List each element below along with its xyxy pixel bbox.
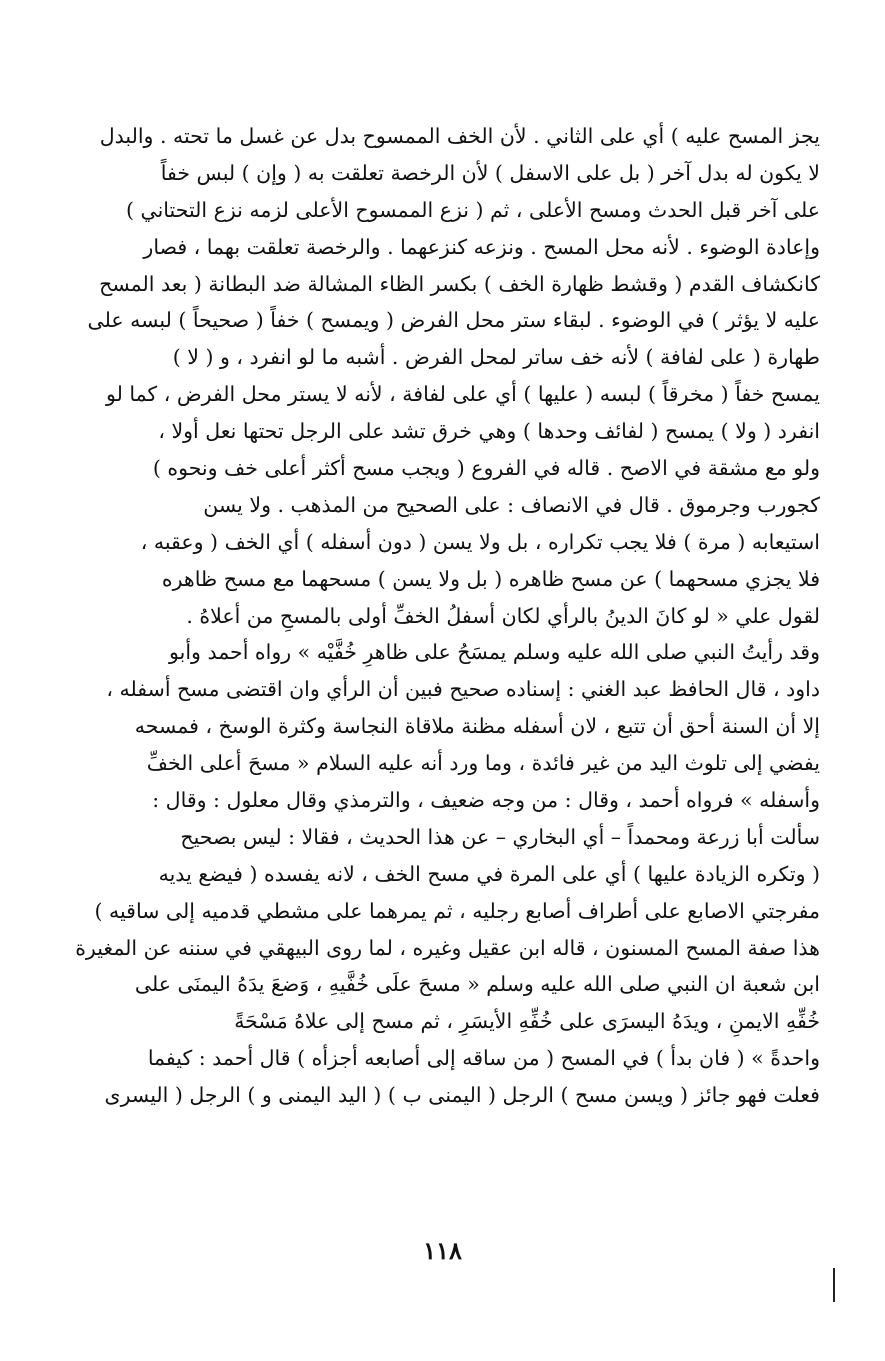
text-line: طهارة ( على لفافة ) لأنه خف ساتر لمحل الفرض . أشبه ما لو انفرد ، و ( لا ) [172,345,820,370]
text-line: ( وتكره الزيادة عليها ) أي على المرة في مسح الخف ، لانه يفسده ( فيضع يديه [158,861,820,886]
text-line: فعلت فهو جائز ( ويسن مسح ) الرجل ( اليمنى ب ) ( اليد اليمنى و ) الرجل ( اليسرى [104,1083,820,1108]
text-line: يجز المسح عليه ) أي على الثاني . لأن الخف الممسوح بدل عن غسل ما تحته . والبدل [99,124,820,148]
text-line: واحدةً » ( فان بدأ ) في المسح ( من ساقه إلى أصابعه أجزأه ) قال أحمد : كيفما [147,1046,820,1071]
body-text [62,118,820,1114]
text-line: هذا صفة المسح المسنون ، قاله ابن عقيل وغيره ، لما روى البيهقي في سننه عن المغيرة [75,935,820,960]
text-line: لقول علي « لو كانَ الدينُ بالرأي لكان أسفلُ الخفِّ أولى بالمسحِ من أعلاهُ . [186,603,820,628]
text-line: وأسفله » فرواه أحمد ، وقال : من وجه ضعيف ، والترمذي وقال معلول : وقال : [152,788,820,813]
text-line: عليه لا يؤثر ) في الوضوء . لبقاء ستر محل الفرض ( ويمسح ) خفاً ( صحيحاً ) لبسه على [87,308,820,333]
text-line: داود ، قال الحافظ عبد الغني : إسناده صحيح فبين أن الرأي وان اقتضى مسح أسفله ، [106,677,820,702]
text-line: إلا أن السنة أحق أن تتبع ، لان أسفله مظنة ملاقاة النجاسة وكثرة الوسخ ، فمسحه [134,714,820,739]
page-number: ١١٨ [423,1236,462,1265]
text-line: فلا يجزي مسحهما ) عن مسح ظاهره ( بل ولا يسن ) مسحهما مع مسح ظاهره [161,566,820,591]
text-line: سألت أبا زرعة ومحمداً – أي البخاري – عن هذا الحديث ، فقالا : ليس بصحيح [180,824,820,849]
text-line: لا يكون له بدل آخر ( بل على الاسفل ) لأن الرخصة تعلقت به ( وإن ) لبس خفاً [160,160,820,185]
text-line: مفرجتي الاصابع على أطراف أصابع رجليه ، ثم يمرهما على مشطي قدميه إلى ساقيه ) [94,898,820,923]
margin-mark [833,1268,835,1302]
text-line: خُفِّهِ الايمنِ ، ويدَهُ اليسرَى على خُفِّهِ الأيسَرِ ، ثم مسح إلى علاهُ مَسْحَةً [234,1009,820,1034]
text-line: وإعادة الوضوء . لأنه محل المسح . ونزعه كنزعهما . والرخصة تعلقت بهما ، فصار [143,234,820,259]
text-line: كانكشاف القدم ( وقشط ظهارة الخف ) بكسر الظاء المشالة ضد البطانة ( بعد المسح [99,271,820,296]
text-line: وقد رأيتُ النبي صلى الله عليه وسلم يمسَحُ على ظاهرِ خُفَّيْه » رواه أحمد وأبو [169,640,820,665]
text-line: ولو مع مشقة في الاصح . قاله في الفروع ( ويجب مسح أكثر أعلى خف ونحوه ) [152,456,820,481]
text-line: يمسح خفاً ( مخرقاً ) لبسه ( عليها ) أي على لفافة ، لأنه لا يستر محل الفرض ، كما لو [105,382,820,407]
text-line: على آخر قبل الحدث ومسح الأعلى ، ثم ( نزع الممسوح الأعلى لزمه نزع التحتاني ) [126,197,820,222]
text-line: استيعابه ( مرة ) فلا يجب تكراره ، بل ولا يسن ( دون أسفله ) أي الخف ( وعقبه ، [140,529,820,554]
text-line: ابن شعبة ان النبي صلى الله عليه وسلم « مسحَ علَى خُفَّيهِ ، وَضعَ يدَهُ اليمنَى على [134,972,820,997]
text-line: انفرد ( ولا ) يمسح ( لفائف وحدها ) وهي خرق تشد على الرجل تحتها نعل أولا ، [158,419,820,444]
text-line: كجورب وجرموق . قال في الانصاف : على الصحيح من المذهب . ولا يسن [203,492,820,517]
text-line: يفضي إلى تلوث اليد من غير فائدة ، وما ورد أنه عليه السلام « مسحَ أعلى الخفِّ [146,751,820,776]
